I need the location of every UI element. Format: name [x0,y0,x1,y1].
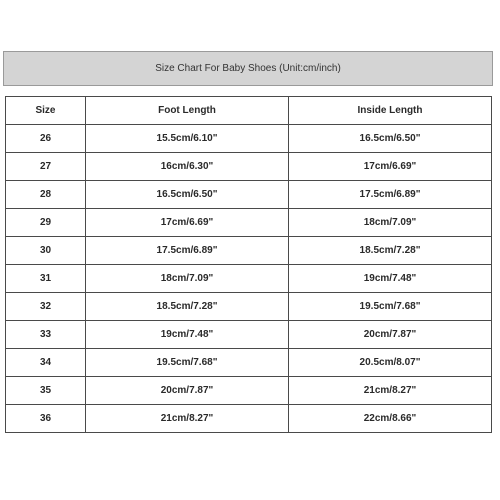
cell-foot-length: 18cm/7.09" [86,265,289,293]
table-row [6,237,492,265]
cell-foot-length: 19cm/7.48" [86,321,289,349]
table-row [6,209,492,237]
cell-inside-length: 17.5cm/6.89" [289,181,492,209]
cell-inside-length: 22cm/8.66" [289,405,492,433]
cell-foot-length: 16cm/6.30" [86,153,289,181]
cell-foot-length: 17.5cm/6.89" [86,237,289,265]
cell-inside-length: 20.5cm/8.07" [289,349,492,377]
cell-size: 34 [6,349,86,377]
header-row [6,97,492,125]
cell-foot-length: 21cm/8.27" [86,405,289,433]
table-row [6,377,492,405]
table-row [6,265,492,293]
table-row [6,405,492,433]
chart-title [3,51,493,86]
cell-size: 29 [6,209,86,237]
table-row [6,125,492,153]
table-row [6,153,492,181]
cell-size: 31 [6,265,86,293]
table-header [6,97,492,125]
cell-size: 27 [6,153,86,181]
cell-size: 35 [6,377,86,405]
cell-foot-length: 20cm/7.87" [86,377,289,405]
cell-size: 28 [6,181,86,209]
cell-size: 32 [6,293,86,321]
size-chart-table [5,96,492,433]
cell-size: 36 [6,405,86,433]
table-row [6,349,492,377]
header-size: Size [6,97,86,125]
table-row [6,321,492,349]
table-row [6,181,492,209]
cell-inside-length: 21cm/8.27" [289,377,492,405]
cell-foot-length: 15.5cm/6.10" [86,125,289,153]
table-body [6,125,492,433]
table-row [6,293,492,321]
cell-foot-length: 18.5cm/7.28" [86,293,289,321]
cell-size: 26 [6,125,86,153]
cell-inside-length: 20cm/7.87" [289,321,492,349]
cell-foot-length: 17cm/6.69" [86,209,289,237]
cell-inside-length: 16.5cm/6.50" [289,125,492,153]
cell-inside-length: 19.5cm/7.68" [289,293,492,321]
chart-title-text: Size Chart For Baby Shoes (Unit:cm/inch) [155,63,341,74]
cell-inside-length: 18cm/7.09" [289,209,492,237]
header-inside-length: Inside Length [289,97,492,125]
cell-inside-length: 19cm/7.48" [289,265,492,293]
cell-inside-length: 17cm/6.69" [289,153,492,181]
cell-foot-length: 19.5cm/7.68" [86,349,289,377]
header-foot-length: Foot Length [86,97,289,125]
cell-foot-length: 16.5cm/6.50" [86,181,289,209]
cell-inside-length: 18.5cm/7.28" [289,237,492,265]
cell-size: 30 [6,237,86,265]
cell-size: 33 [6,321,86,349]
